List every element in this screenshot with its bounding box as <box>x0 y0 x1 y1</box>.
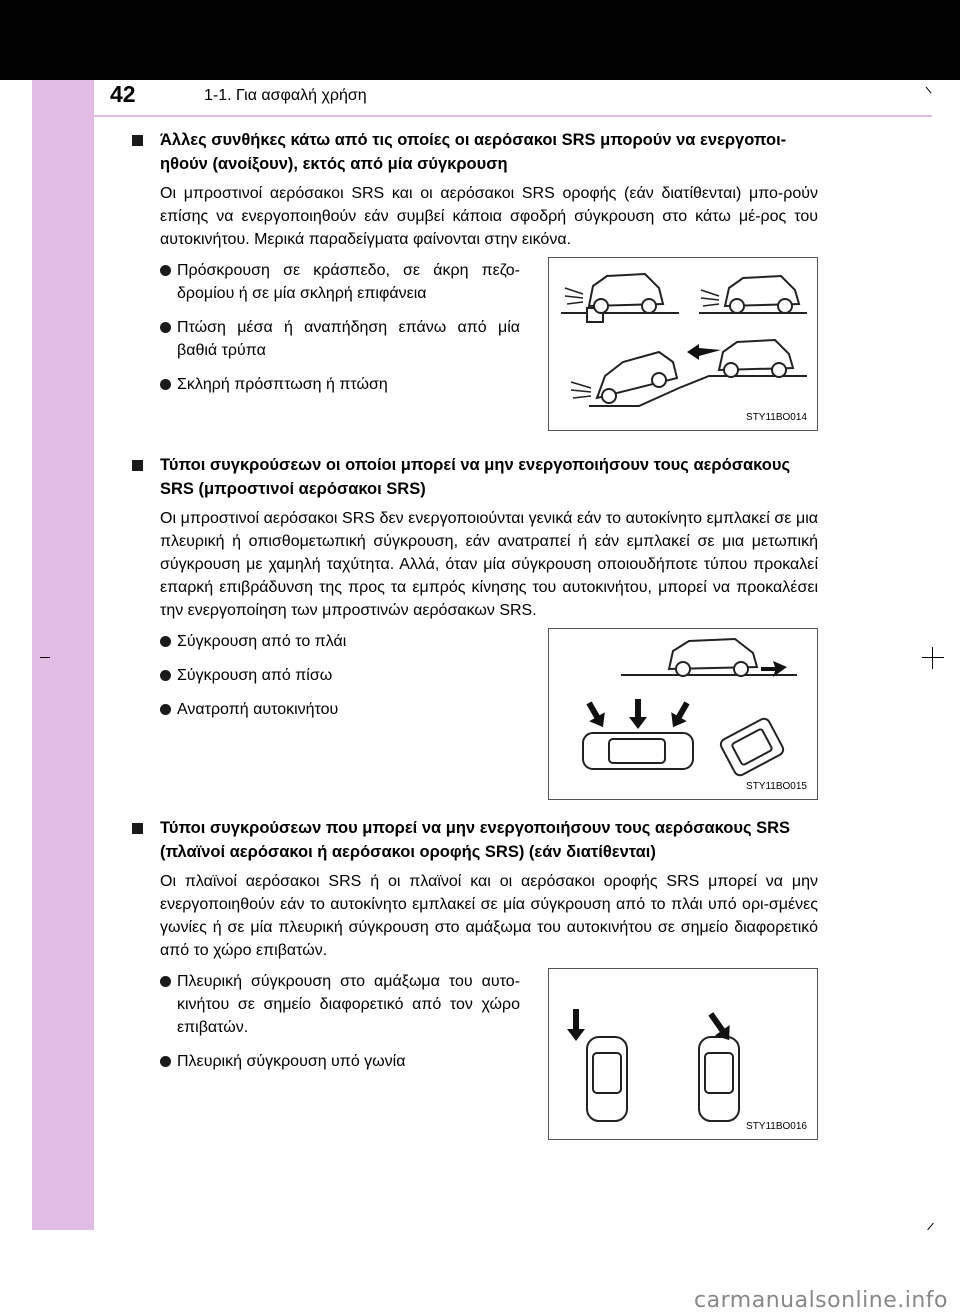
section-heading <box>128 128 818 176</box>
list-item: Πτώση μέσα ή αναπήδηση επάνω από μία βαθιά τρύπα <box>160 316 520 362</box>
round-bullet-icon <box>160 1056 171 1067</box>
section-heading <box>128 816 818 864</box>
collision-types-illustration <box>549 629 817 799</box>
list-item: Πλευρική σύγκρουση στο αμάξωμα του αυτο-κινήτου σε σημείο διαφορετικό από τον χώρο επιβατών. <box>160 970 520 1039</box>
section-body: Οι πλαϊνοί αερόσακοι SRS ή οι πλαϊνοί και οι αερόσακοι οροφής SRS μπορεί να μην ενεργοποιηθούν εάν το αυτοκίνητο εμπλακεί σε μία σύγκρουση από το πλάι υπό ορι-σμένες γωνίες ή σε μία πλευρική σύγκρουση στο αμάξωμα του αυτοκινήτου σε σημείο διαφορετικό από το χώρο επιβατών. <box>160 873 818 959</box>
list-item: Πρόσκρουση σε κράσπεδο, σε άκρη πεζο-δρομίου ή σε μία σκληρή επιφάνεια <box>160 259 520 305</box>
crop-mark <box>932 647 933 669</box>
square-bullet-icon <box>132 135 143 146</box>
arrow-icon <box>567 1009 585 1041</box>
list-item: Ανατροπή αυτοκινήτου <box>160 698 520 721</box>
list-item: Σύγκρουση από το πλάι <box>160 630 520 653</box>
section-heading-text: Τύποι συγκρούσεων οι οποίοι μπορεί να μην ενεργοποιήσουν τους αερόσακους SRS (μπροστινοί αερόσακοι SRS) <box>160 456 791 498</box>
figure-undercarriage-impacts <box>548 257 818 431</box>
figure-code: STY11BO016 <box>746 1121 807 1132</box>
round-bullet-icon <box>160 379 171 390</box>
section-heading <box>128 453 818 501</box>
car-impact-illustration <box>549 258 817 430</box>
round-bullet-icon <box>160 322 171 333</box>
section-body: Οι μπροστινοί αερόσακοι SRS δεν ενεργοποιούνται γενικά εάν το αυτοκίνητο εμπλακεί σε μια πλευρική ή οπισθομετωπική σύγκρουση, εάν ανατραπεί ή εάν εμπλακεί σε μια μετωπική σύγκρουση με χαμηλή ταχύτητα. Αλλά, όταν μία σύγκρουση οποιουδήποτε τύπου προκαλεί επαρκή επιβράδυνση της προς τα εμπρός κίνησης του αυτοκινήτου, μπορεί να προκαλέσει την ενεργοποίηση των μπροστινών αερόσακων SRS. <box>160 510 818 619</box>
list-item: Σκληρή πρόσπτωση ή πτώση <box>160 373 520 396</box>
section-other-conditions <box>128 128 818 431</box>
arrow-icon <box>687 344 721 360</box>
watermark: carmanualsonline.info <box>694 1288 948 1313</box>
bullet-list <box>160 259 520 407</box>
section-heading-text: Άλλες συνθήκες κάτω από τις οποίες οι αερόσακοι SRS μπορούν να ενεργοποι-ηθούν (ανοίξουν), εκτός από μία σύγκρουση <box>160 131 787 173</box>
header-rule <box>94 115 932 117</box>
round-bullet-icon <box>160 976 171 987</box>
figure-side-impact-angles <box>548 968 818 1140</box>
round-bullet-icon <box>160 265 171 276</box>
page-number: 42 <box>110 81 136 107</box>
arrow-icon <box>581 698 695 731</box>
top-black-band <box>0 0 960 80</box>
list-item: Σύγκρουση από πίσω <box>160 664 520 687</box>
round-bullet-icon <box>160 670 171 681</box>
crop-mark <box>926 87 932 94</box>
bullet-list <box>160 630 520 732</box>
page-content <box>128 128 818 1140</box>
round-bullet-icon <box>160 704 171 715</box>
figure-code: STY11BO015 <box>746 781 807 792</box>
crop-mark <box>927 1223 934 1231</box>
section-front-airbag-collisions <box>128 453 818 800</box>
figure-side-rear-rollover <box>548 628 818 800</box>
section-side-airbag-collisions <box>128 816 818 1140</box>
square-bullet-icon <box>132 823 143 834</box>
section-body: Οι μπροστινοί αερόσακοι SRS και οι αερόσακοι SRS οροφής (εάν διατίθενται) μπο-ρούν επίσης να ενεργοποιηθούν εάν συμβεί κάποια σφοδρή σύγκρουση στο κάτω μέ-ρος του αυτοκινήτου. Μερικά παραδείγματα φαίνονται στην εικόνα. <box>160 185 818 248</box>
bullet-list <box>160 970 520 1084</box>
crop-mark <box>922 657 944 658</box>
section-heading-text: Τύποι συγκρούσεων που μπορεί να μην ενεργοποιήσουν τους αερόσακους SRS (πλαϊνοί αερόσακοι ή αερόσακοι οροφής SRS) (εάν διατίθενται) <box>160 819 791 861</box>
side-impact-illustration <box>549 969 817 1139</box>
section-title: 1-1. Για ασφαλή χρήση <box>204 87 367 104</box>
crop-mark <box>40 657 50 658</box>
square-bullet-icon <box>132 460 143 471</box>
sidebar-tab <box>32 80 94 1230</box>
list-item: Πλευρική σύγκρουση υπό γωνία <box>160 1050 520 1073</box>
figure-code: STY11BO014 <box>746 412 807 423</box>
round-bullet-icon <box>160 636 171 647</box>
